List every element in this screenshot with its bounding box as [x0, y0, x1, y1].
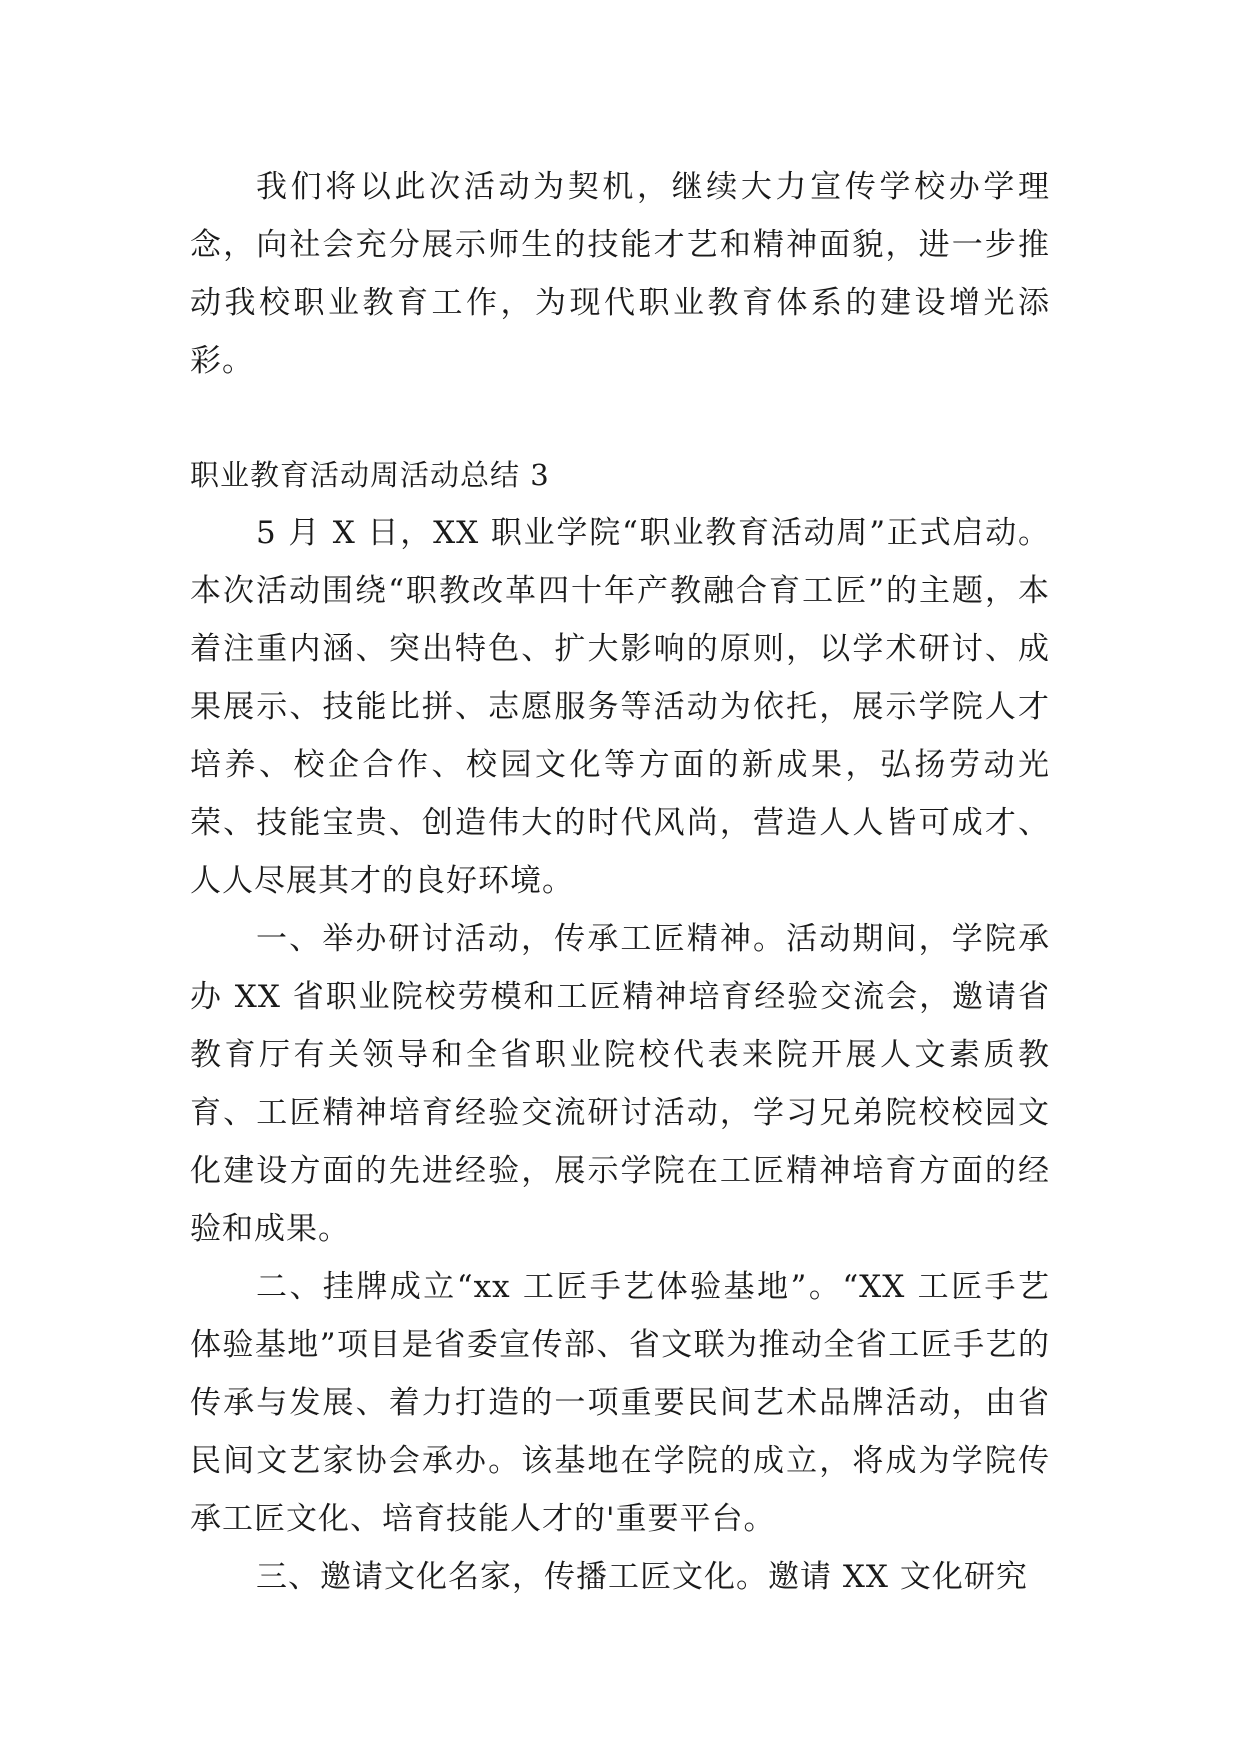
- body-paragraph: 三、邀请文化名家，传播工匠文化。邀请 XX 文化研究: [256, 1559, 1028, 1595]
- body-paragraph: 一、举办研讨活动，传承工匠精神。活动期间，学院承办 XX 省职业院校劳模和工匠精神培育经验交流会，邀请省教育厅有关领导和全省职业院校代表来院开展人文素质教育、工匠精神培育经验交流研讨活动，学习兄弟院校校园文化建设方面的先进经验，展示学院在工匠精神培育方面的经验和成果。: [190, 921, 1050, 1247]
- section-title: 职业教育活动周活动总结 3: [190, 458, 550, 492]
- intro-paragraph: 我们将以此次活动为契机，继续大力宣传学校办学理念，向社会充分展示师生的技能才艺和精神面貌，进一步推动我校职业教育工作，为现代职业教育体系的建设增光添彩。: [190, 169, 1050, 379]
- body-paragraph: 5 月 X 日，XX 职业学院“职业教育活动周”正式启动。本次活动围绕“职教改革四十年产教融合育工匠”的主题，本着注重内涵、突出特色、扩大影响的原则，以学术研讨、成果展示、技能比拼、志愿服务等活动为依托，展示学院人才培养、校企合作、校园文化等方面的新成果，弘扬劳动光荣、技能宝贵、创造伟大的时代风尚，营造人人皆可成才、人人尽展其才的良好环境。: [190, 515, 1050, 899]
- body-paragraph: 二、挂牌成立“xx 工匠手艺体验基地”。“XX 工匠手艺体验基地”项目是省委宣传部、省文联为推动全省工匠手艺的传承与发展、着力打造的一项重要民间艺术品牌活动，由省民间文艺家协会承办。该基地在学院的成立，将成为学院传承工匠文化、培育技能人才的'重要平台。: [190, 1269, 1050, 1537]
- document-body: [190, 158, 1050, 1606]
